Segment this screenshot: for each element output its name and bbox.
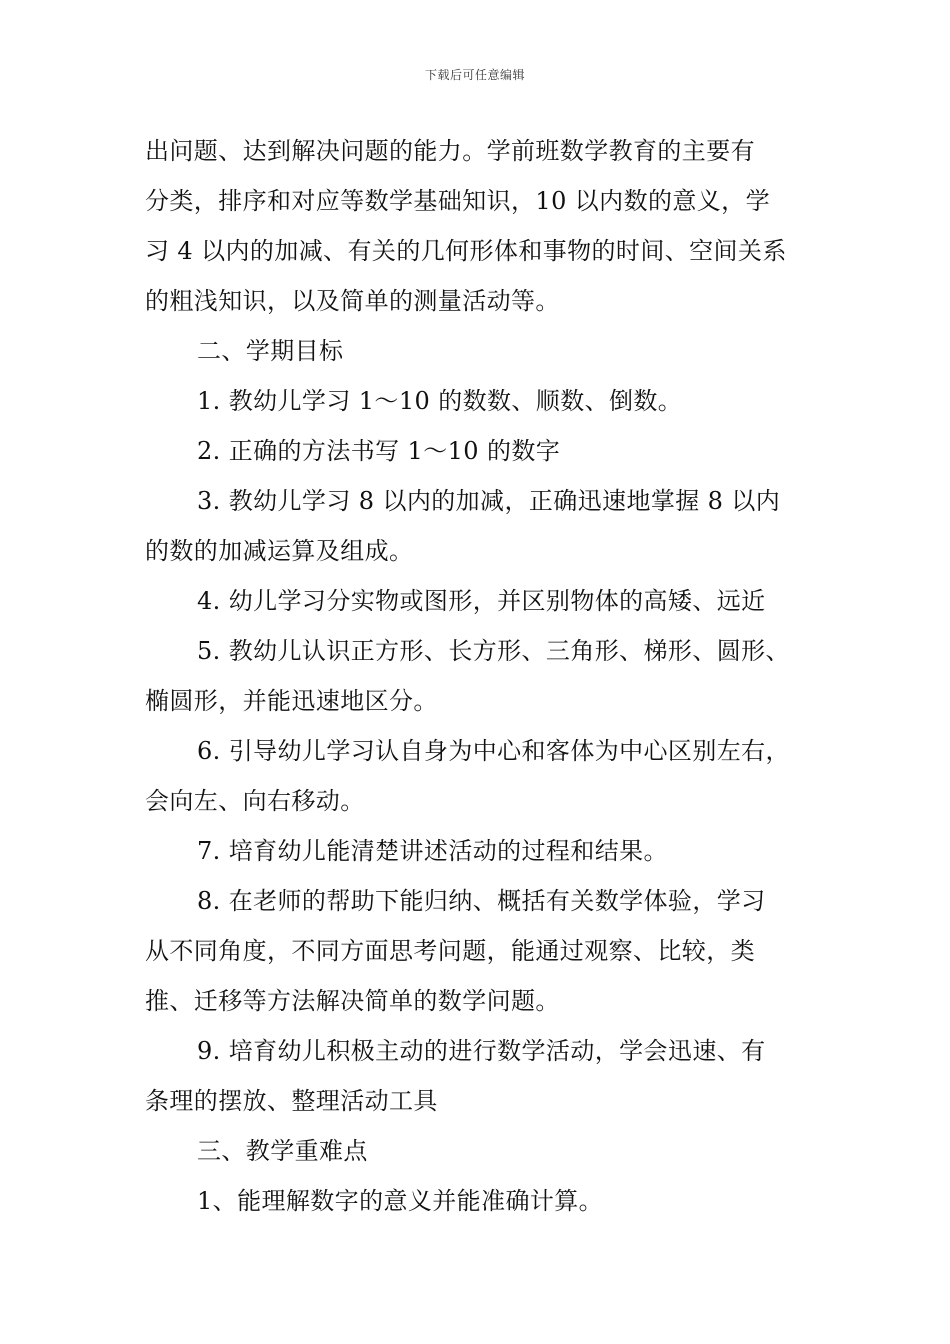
paragraph-line: 的粗浅知识，以及简单的测量活动等。	[145, 287, 560, 315]
section-heading: 二、学期目标	[197, 337, 344, 365]
list-item-continuation: 的数的加减运算及组成。	[145, 537, 414, 565]
list-item: 5. 教幼儿认识正方形、长方形、三角形、梯形、圆形、	[197, 637, 790, 665]
header-note: 下载后可任意编辑	[424, 68, 525, 82]
list-item: 6. 引导幼儿学习认自身为中心和客体为中心区别左右，	[197, 737, 790, 765]
list-item-continuation: 会向左、向右移动。	[145, 787, 365, 815]
list-item: 8. 在老师的帮助下能归纳、概括有关数学体验，学习	[197, 887, 766, 915]
list-item: 2. 正确的方法书写 1～10 的数字	[197, 437, 561, 465]
list-item: 4. 幼儿学习分实物或图形，并区别物体的高矮、远近	[197, 587, 766, 615]
document-body	[145, 126, 835, 1226]
list-item-continuation: 推、迁移等方法解决简单的数学问题。	[145, 987, 560, 1015]
paragraph-line: 分类，排序和对应等数学基础知识，10 以内数的意义，学	[145, 187, 770, 215]
list-item: 7. 培育幼儿能清楚讲述活动的过程和结果。	[197, 837, 668, 865]
list-item-continuation: 从不同角度，不同方面思考问题，能通过观察、比较，类	[145, 937, 755, 965]
paragraph-line: 习 4 以内的加减、有关的几何形体和事物的时间、空间关系	[145, 237, 787, 265]
list-item: 3. 教幼儿学习 8 以内的加减，正确迅速地掌握 8 以内	[197, 487, 781, 515]
section-heading: 三、教学重难点	[197, 1137, 368, 1165]
list-item: 1、能理解数字的意义并能准确计算。	[197, 1187, 604, 1215]
list-item: 9. 培育幼儿积极主动的进行数学活动，学会迅速、有	[197, 1037, 766, 1065]
paragraph-line: 出问题、达到解决问题的能力。学前班数学教育的主要有	[145, 137, 755, 165]
list-item-continuation: 条理的摆放、整理活动工具	[145, 1087, 438, 1115]
list-item: 1. 教幼儿学习 1～10 的数数、顺数、倒数。	[197, 387, 683, 415]
list-item-continuation: 椭圆形，并能迅速地区分。	[145, 687, 438, 715]
